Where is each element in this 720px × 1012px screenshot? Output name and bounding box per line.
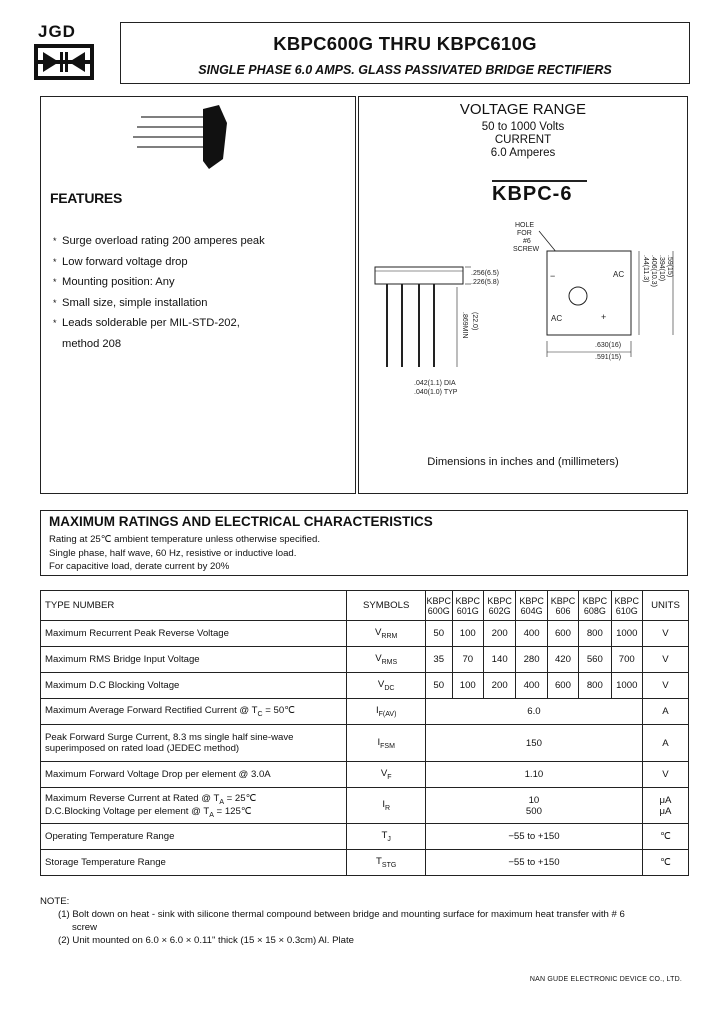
svg-text:.042(1.1) DIA: .042(1.1) DIA xyxy=(414,380,456,387)
svg-text:.040(1.0) TYP: .040(1.0) TYP xyxy=(414,389,458,396)
voltage-range-heading: VOLTAGE RANGE xyxy=(459,101,587,118)
svg-text:SCREW: SCREW xyxy=(513,246,540,253)
table-row: Maximum Forward Voltage Drop per element @ 3.0A $V_F$ 1.10 V xyxy=(41,762,689,788)
svg-text:AC: AC xyxy=(613,270,625,279)
svg-text:.591(15): .591(15) xyxy=(595,354,622,361)
logo-text: JGD xyxy=(38,22,76,41)
table-row: Maximum RMS Bridge Input Voltage $V_{RMS}$ 35 70 140 280 420 560 700 V xyxy=(41,647,689,673)
notes-title: NOTE: xyxy=(40,896,70,907)
svg-text:.59(15): .59(15) xyxy=(666,255,673,278)
svg-text:.406(10.3): .406(10.3) xyxy=(650,255,657,287)
svg-text:(22.0): (22.0) xyxy=(471,312,478,331)
svg-text:.256(6.5): .256(6.5) xyxy=(471,270,500,277)
svg-text:.226(5.8): .226(5.8) xyxy=(471,279,500,286)
features-list xyxy=(53,231,265,354)
table-row: Maximum Recurrent Peak Reverse Voltage $V_{RRM}$ 50 100 200 400 600 800 1000 V xyxy=(41,621,689,647)
package-name: KBPC-6 xyxy=(492,183,573,205)
divider xyxy=(492,180,587,182)
features-panel xyxy=(40,96,356,494)
svg-text:FOR: FOR xyxy=(517,230,532,237)
ratings-heading: MAXIMUM RATINGS AND ELECTRICAL CHARACTERISTICS xyxy=(49,514,433,529)
table-row: Maximum Reverse Current at Rated @ $T_A$ = 25℃ D.C.Blocking Voltage per element @ $T_A$ = 125℃ $I_R$ 10 500 μA μA xyxy=(41,788,689,824)
current-value: 6.0 Amperes xyxy=(490,147,556,159)
company-footer: NAN GUDE ELECTRONIC DEVICE CO., LTD. xyxy=(529,976,682,983)
ratings-box xyxy=(40,510,688,576)
characteristics-table xyxy=(40,590,689,876)
svg-text:.630(16): .630(16) xyxy=(595,342,622,349)
dimensions-caption: Dimensions in inches and (millimeters) xyxy=(427,456,619,468)
table-header-row: TYPE NUMBER SYMBOLS KBPC 600G KBPC 601G KBPC 602G KBPC 604G KBPC 606 KBPC 608G KBPC 610G UNITS xyxy=(41,591,689,621)
current-heading: CURRENT xyxy=(494,134,552,146)
page-title: KBPC600G THRU KBPC610G xyxy=(273,33,537,54)
header-box xyxy=(120,22,690,84)
diode-logo-icon xyxy=(34,44,94,80)
package-dimension-drawing xyxy=(367,217,683,452)
features-heading: FEATURES xyxy=(50,190,123,206)
svg-text:.394(10): .394(10) xyxy=(658,255,665,282)
bridge-rectifier-image xyxy=(131,101,241,171)
notes-section xyxy=(40,895,700,947)
company-logo xyxy=(30,22,102,84)
svg-text:−: − xyxy=(550,271,556,281)
list-item: * Low forward voltage drop xyxy=(53,255,188,268)
note-1: (1) Bolt down on heat - sink with silicone thermal compound between bridge and mounting surface for maximum heat transfer with # 6 xyxy=(58,909,625,920)
list-item: * Surge overload rating 200 amperes peak xyxy=(53,235,265,247)
table-row: Peak Forward Surge Current, 8.3 ms single half sine-wave superimposed on rated load (JEDEC method) $I_{FSM}$ 150 A xyxy=(41,725,689,762)
svg-text:.869MIN: .869MIN xyxy=(461,312,468,339)
note-2: (2) Unit mounted on 6.0 × 6.0 × 0.11" thick (15 × 15 × 0.3cm) Al. Plate xyxy=(58,935,355,946)
package-panel xyxy=(358,96,688,494)
svg-text:#6: #6 xyxy=(523,238,531,245)
list-item: * Small size, simple installation xyxy=(53,296,208,309)
ratings-conditions: Rating at 25℃ ambient temperature unless otherwise specified. Single phase, half wave, 60 Hz, resistive or inductive load. For capacitive load, derate current by 20% xyxy=(49,534,321,572)
page-subtitle: SINGLE PHASE 6.0 AMPS. GLASS PASSIVATED BRIDGE RECTIFIERS xyxy=(198,63,612,77)
note-1-continuation: screw xyxy=(72,922,98,933)
list-item-continuation: method 208 xyxy=(62,337,122,350)
table-row: Operating Temperature Range $T_J$ −55 to +150 ℃ xyxy=(41,824,689,850)
list-item: * Leads solderable per MIL-STD-202, xyxy=(53,317,240,329)
svg-text:+: + xyxy=(601,312,607,322)
svg-text:AC: AC xyxy=(551,314,563,323)
svg-text:HOLE: HOLE xyxy=(515,222,535,229)
list-item: * Mounting position: Any xyxy=(53,276,175,288)
table-row: Maximum Average Forward Rectified Current @ $T_C$ = 50℃ $I_{F(AV)}$ 6.0 A xyxy=(41,699,689,725)
table-row: Maximum D.C Blocking Voltage $V_{DC}$ 50 100 200 400 600 800 1000 V xyxy=(41,673,689,699)
voltage-range-value: 50 to 1000 Volts xyxy=(481,121,565,133)
svg-text:.44(11.3): .44(11.3) xyxy=(642,255,649,283)
table-row: Storage Temperature Range $T_{STG}$ −55 to +150 ℃ xyxy=(41,850,689,876)
